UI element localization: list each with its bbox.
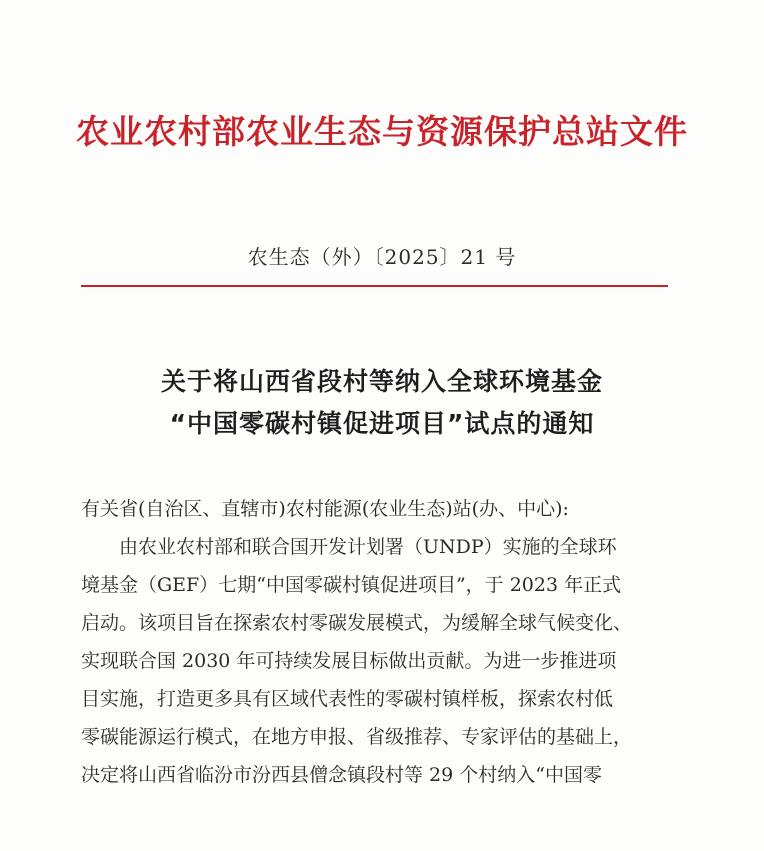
body-line: 启动。该项目旨在探索农村零碳发展模式，为缓解全球气候变化、 (81, 612, 633, 634)
red-divider-line (81, 285, 668, 287)
body-line: 目实施，打造更多具有区域代表性的零碳村镇样板，探索农村低 (81, 688, 614, 710)
document-header-title: 农业农村部农业生态与资源保护总站文件 (76, 112, 688, 151)
body-line: 零碳能源运行模式，在地方申报、省级推荐、专家评估的基础上， (81, 726, 633, 748)
body-line: 决定将山西省临汾市汾西县僧念镇段村等 29 个村纳入“中国零 (81, 764, 602, 786)
notice-title-line-1: 关于将山西省段村等纳入全球环境基金 (160, 367, 603, 396)
body-line: 实现联合国 2030 年可持续发展目标做出贡献。为进一步推进项 (81, 650, 617, 672)
notice-title-line-2: “中国零碳村镇促进项目”试点的通知 (169, 409, 595, 438)
document-number: 农生态（外）〔2025〕21 号 (247, 245, 517, 269)
body-line: 由农业农村部和联合国开发计划署（UNDP）实施的全球环 (81, 536, 617, 558)
body-line-salutation: 有关省(自治区、直辖市)农村能源(农业生态)站(办、中心): (81, 498, 569, 520)
body-line: 境基金（GEF）七期“中国零碳村镇促进项目”，于 2023 年正式 (81, 574, 622, 596)
